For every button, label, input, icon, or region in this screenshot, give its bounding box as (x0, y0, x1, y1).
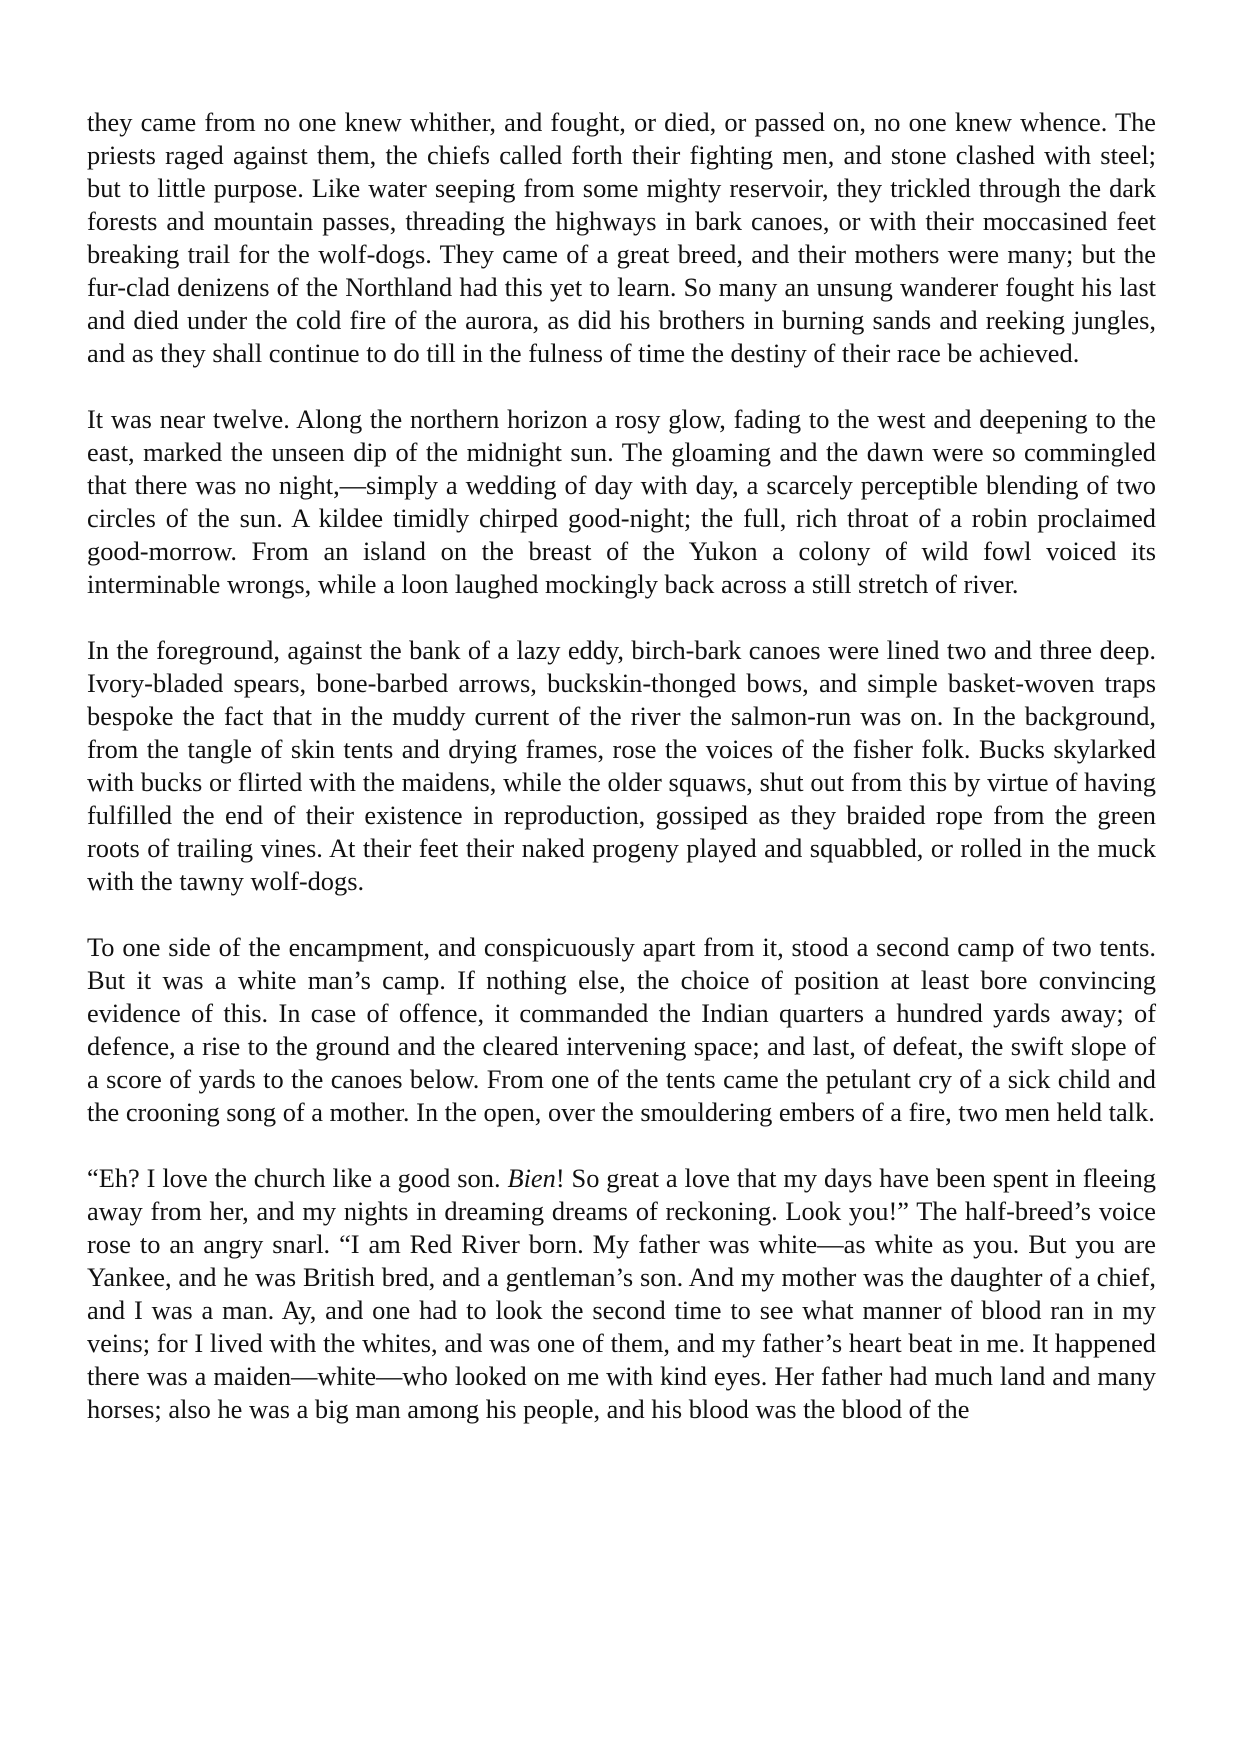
paragraph-text: ! So great a love that my days have been spent in fleeing away from her, and my nights in dreaming dreams of reckoning. Look you!” The half-breed’s voice rose to an angry snarl. “I am Red River born. My father was white—as white as you. But you are Yankee, and he was British bred, and a gentleman’s son. And my mother was the daughter of a chief, and I was a man. Ay, and one had to look the second time to see what manner of blood ran in my veins; for I lived with the whites, and was one of them, and my father’s heart beat in me. It happened there was a maiden—white—who looked on me with kind eyes. Her father had much land and many horses; also he was a big man among his people, and his blood was the blood of the (87, 1163, 1156, 1424)
paragraph-half-breed-speech (87, 1162, 1156, 1426)
paragraph-text: they came from no one knew whither, and fought, or died, or passed on, no one knew whence. The priests raged against them, the chiefs called forth their fighting men, and stone clashed with steel; but to little purpose. Like water seeping from some mighty reservoir, they trickled through the dark forests and mountain passes, threading the highways in bark canoes, or with their moccasined feet breaking trail for the wolf-dogs. They came of a great breed, and their mothers were many; but the fur-clad denizens of the Northland had this yet to learn. So many an unsung wanderer fought his last and died under the cold fire of the aurora, as did his brothers in burning sands and reeking jungles, and as they shall continue to do till in the fulness of time the destiny of their race be achieved. (87, 107, 1156, 368)
paragraph-wanderers (87, 106, 1156, 370)
paragraph-white-mans-camp (87, 931, 1156, 1129)
paragraph-encampment (87, 634, 1156, 898)
italic-word: Bien (507, 1163, 556, 1193)
paragraph-text: To one side of the encampment, and conspicuously apart from it, stood a second camp of two tents. But it was a white man’s camp. If nothing else, the choice of position at least bore convincing evidence of this. In case of offence, it commanded the Indian quarters a hundred yards away; of defence, a rise to the ground and the cleared intervening space; and last, of defeat, the swift slope of a score of yards to the canoes below. From one of the tents came the petulant cry of a sick child and the crooning song of a mother. In the open, over the smouldering embers of a fire, two men held talk. (87, 932, 1156, 1127)
paragraph-midnight-sun (87, 403, 1156, 601)
paragraph-text: “Eh? I love the church like a good son. (87, 1163, 508, 1193)
document-page (87, 106, 1156, 1426)
paragraph-text: It was near twelve. Along the northern horizon a rosy glow, fading to the west and deepening to the east, marked the unseen dip of the midnight sun. The gloaming and the dawn were so commingled that there was no night,—simply a wedding of day with day, a scarcely perceptible blending of two circles of the sun. A kildee timidly chirped good-night; the full, rich throat of a robin proclaimed good-morrow. From an island on the breast of the Yukon a colony of wild fowl voiced its interminable wrongs, while a loon laughed mockingly back across a still stretch of river. (87, 404, 1156, 599)
paragraph-text: In the foreground, against the bank of a lazy eddy, birch-bark canoes were lined two and three deep. Ivory-bladed spears, bone-barbed arrows, buckskin-thonged bows, and simple basket-woven traps bespoke the fact that in the muddy current of the river the salmon-run was on. In the background, from the tangle of skin tents and drying frames, rose the voices of the fisher folk. Bucks skylarked with bucks or flirted with the maidens, while the older squaws, shut out from this by virtue of having fulfilled the end of their existence in reproduction, gossiped as they braided rope from the green roots of trailing vines. At their feet their naked progeny played and squabbled, or rolled in the muck with the tawny wolf-dogs. (87, 635, 1156, 896)
